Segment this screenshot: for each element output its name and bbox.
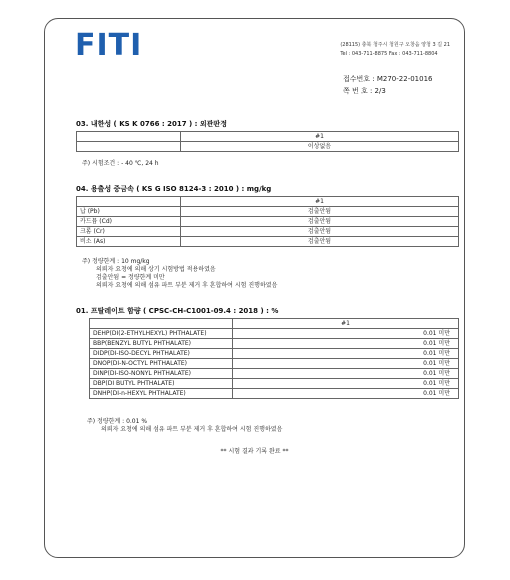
note-line: 의뢰자 요청에 의해 섬유 파트 부분 제거 후 혼합하여 시험 진행하였음 [96, 282, 278, 289]
column-header: #1 [181, 197, 459, 207]
result-cell: 0.01 미만 [233, 359, 459, 369]
table-row [77, 217, 459, 227]
phthalate-name: BBP(BENZYL BUTYL PHTHALATE) [90, 339, 233, 349]
cold-resistance-table [76, 131, 459, 152]
phthalate-name: DNOP(DI-N-OCTYL PHTHALATE) [90, 359, 233, 369]
fiti-logo [75, 28, 143, 63]
result-cell: 0.01 미만 [233, 339, 459, 349]
result-cell: 이상없음 [181, 142, 459, 152]
note-line: 주) 정량한계 : 0.01 % [87, 418, 148, 425]
table-row [90, 339, 459, 349]
result-cell: 0.01 미만 [233, 349, 459, 359]
contact-line: Tel : 043-711-8875 Fax : 043-711-8804 [340, 51, 438, 57]
table-row [77, 227, 459, 237]
address-block [340, 41, 450, 59]
heavy-metals-table [76, 196, 459, 247]
note-line: 의뢰자 요청에 의해 섬유 파트 부분 제거 후 혼합하여 시험 진행하였음 [101, 426, 283, 433]
table-row [90, 359, 459, 369]
table-row [77, 142, 459, 152]
element-name: 카드뮴 (Cd) [77, 217, 181, 227]
phthalate-name: DNHP(DI-n-HEXYL PHTHALATE) [90, 389, 233, 399]
table-row [77, 237, 459, 247]
receipt-info [343, 73, 432, 97]
result-cell: 검출안됨 [181, 217, 459, 227]
test-condition-note: 주) 시험조건 : - 40 ℃, 24 h [82, 160, 159, 167]
section-title-cold-resistance: 03. 내한성 ( KS K 0766 : 2017 ) : 외관판정 [76, 120, 227, 128]
note-line: 주) 정량한계 : 10 mg/kg [82, 258, 150, 265]
table-cell [77, 142, 181, 152]
result-cell: 0.01 미만 [233, 329, 459, 339]
section-title-heavy-metals: 04. 용출성 중금속 ( KS G ISO 8124-3 : 2010 ) : mg/kg [76, 185, 272, 193]
table-header-row [90, 319, 459, 329]
table-header-row [77, 197, 459, 207]
end-of-results: ** 시험 결과 기록 완료 ** [220, 448, 289, 455]
table-row [90, 389, 459, 399]
table-header-row [77, 132, 459, 142]
table-cell [90, 319, 233, 329]
table-cell [77, 132, 181, 142]
table-row [90, 349, 459, 359]
phthalates-table [89, 318, 459, 399]
element-name: 납 (Pb) [77, 207, 181, 217]
table-row [90, 369, 459, 379]
phthalate-name: DINP(DI-ISO-NONYL PHTHALATE) [90, 369, 233, 379]
phthalates-notes [87, 418, 282, 434]
page-number: 쪽 번 호 : 2/3 [343, 87, 386, 95]
result-cell: 0.01 미만 [233, 369, 459, 379]
result-cell: 0.01 미만 [233, 379, 459, 389]
table-row [90, 329, 459, 339]
address-line: (28115) 충북 청주시 청원구 오창읍 양청 3 길 21 [340, 42, 450, 48]
element-name: 비소 (As) [77, 237, 181, 247]
table-row [77, 207, 459, 217]
table-row [90, 379, 459, 389]
result-cell: 검출안됨 [181, 207, 459, 217]
section-title-phthalates: 01. 프탈레이트 함량 ( CPSC-CH-C1001-09.4 : 2018 ) : % [76, 307, 279, 315]
phthalate-name: DEHP(DI(2-ETHYLHEXYL) PHTHALATE) [90, 329, 233, 339]
result-cell: 검출안됨 [181, 237, 459, 247]
result-cell: 검출안됨 [181, 227, 459, 237]
report-sheet [44, 18, 465, 558]
result-cell: 0.01 미만 [233, 389, 459, 399]
note-line: 검출안됨 = 정량한계 미만 [96, 274, 165, 281]
column-header: #1 [181, 132, 459, 142]
element-name: 크롬 (Cr) [77, 227, 181, 237]
receipt-number: 접수번호 : M270-22-01016 [343, 75, 433, 83]
logo-text: FITI [75, 28, 143, 63]
column-header: #1 [233, 319, 459, 329]
note-line: 의뢰자 요청에 의해 상기 시험방법 적용하였음 [96, 266, 216, 273]
phthalate-name: DIDP(DI-ISO-DECYL PHTHALATE) [90, 349, 233, 359]
heavy-metals-notes [82, 258, 277, 290]
phthalate-name: DBP(DI BUTYL PHTHALATE) [90, 379, 233, 389]
table-cell [77, 197, 181, 207]
